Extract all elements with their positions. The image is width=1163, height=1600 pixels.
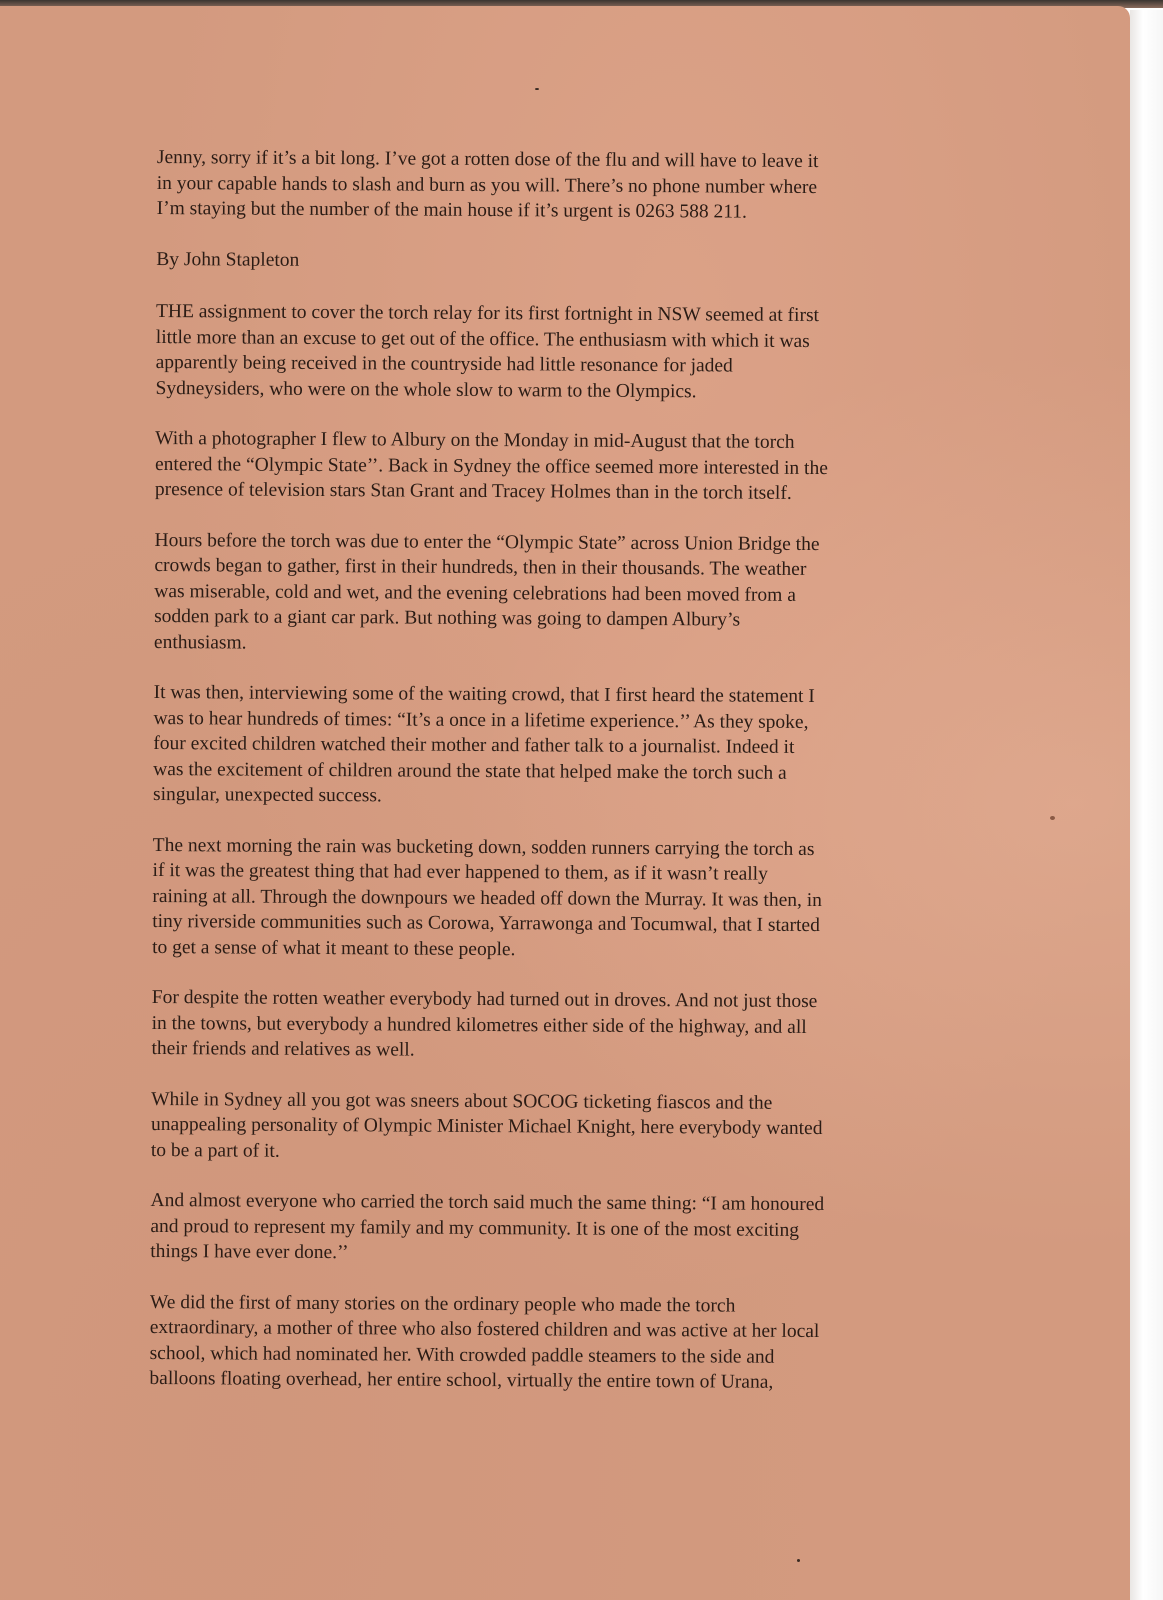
paper-speck — [535, 88, 539, 90]
paragraph: And almost everyone who carried the torch said much the same thing: “I am honoured and proud to represent my family and my community. It is one of the most exciting things I have ever done.’’ — [150, 1189, 825, 1264]
editor-note: Jenny, sorry if it’s a bit long. I’ve got a rotten dose of the flu and will have to leave it in your capable hands to slash and burn as you will. There’s no phone number where I’m staying but the number of the main house if it’s urgent is 0263 588 211. — [156, 146, 819, 223]
paper-speck — [1050, 816, 1055, 820]
paragraph: It was then, interviewing some of the waiting crowd, that I first heard the statement I was to hear hundreds of times: “It’s a once in a lifetime experience.’’ As they spoke, four excited children watched their mother and father talk to a journalist. Indeed it was the excitement of children around the state that helped make the torch such a singular, unexpected success. — [152, 681, 815, 807]
paragraph: For despite the rotten weather everybody had turned out in droves. And not just those in the towns, but everybody a hundred kilometres either side of the highway, and all their friends and relatives as well. — [151, 986, 818, 1061]
paragraph: The next morning the rain was bucketing down, sodden runners carrying the torch as if it was the greatest thing that had ever happened to them, as if it wasn’t really raining at all. Through the downpours we headed off down the Murray. It was then, in tiny riverside communities such as Corowa, Yarrawonga and Tocumwal, that I started to get a sense of what it meant to these people. — [152, 834, 822, 960]
paper-speck — [797, 1559, 800, 1562]
scanner-bed-edge — [1130, 10, 1163, 1600]
paragraph: Hours before the torch was due to enter the “Olympic State” across Union Bridge the crowds began to gather, first in their hundreds, then in their thousands. The weather was miserable, cold and wet, and the evening celebrations had been moved from a sodden park to a giant car park. But nothing was going to dampen Albury’s enthusiasm. — [153, 529, 820, 654]
byline: By John Stapleton — [156, 248, 300, 271]
paragraph: While in Sydney all you got was sneers about SOCOG ticketing fiascos and the unappealing personality of Olympic Minister Michael Knight, here everybody wanted to be a part of it. — [150, 1088, 823, 1162]
paragraph: We did the first of many stories on the ordinary people who made the torch extraordinary, a mother of three who also fostered children and was active at her local school, which had nominated her. With crowded paddle steamers to the side and balloons floating overhead, her entire school, virtually the entire town of Urana, — [149, 1291, 820, 1393]
paragraph: THE assignment to cover the torch relay for its first fortnight in NSW seemed at first little more than an excuse to get out of the office. The enthusiasm with which it was apparently being received in the countryside had little resonance for jaded Sydneysiders, who were on the whole slow to warm to the Olympics. — [155, 300, 820, 402]
letter-text — [149, 145, 957, 1421]
paragraph: With a photographer I flew to Albury on the Monday in mid-August that the torch entered the “Olympic State’’. Back in Sydney the office seemed more interested in the presence of television stars Stan Grant and Tracey Holmes than in the torch itself. — [154, 427, 828, 504]
